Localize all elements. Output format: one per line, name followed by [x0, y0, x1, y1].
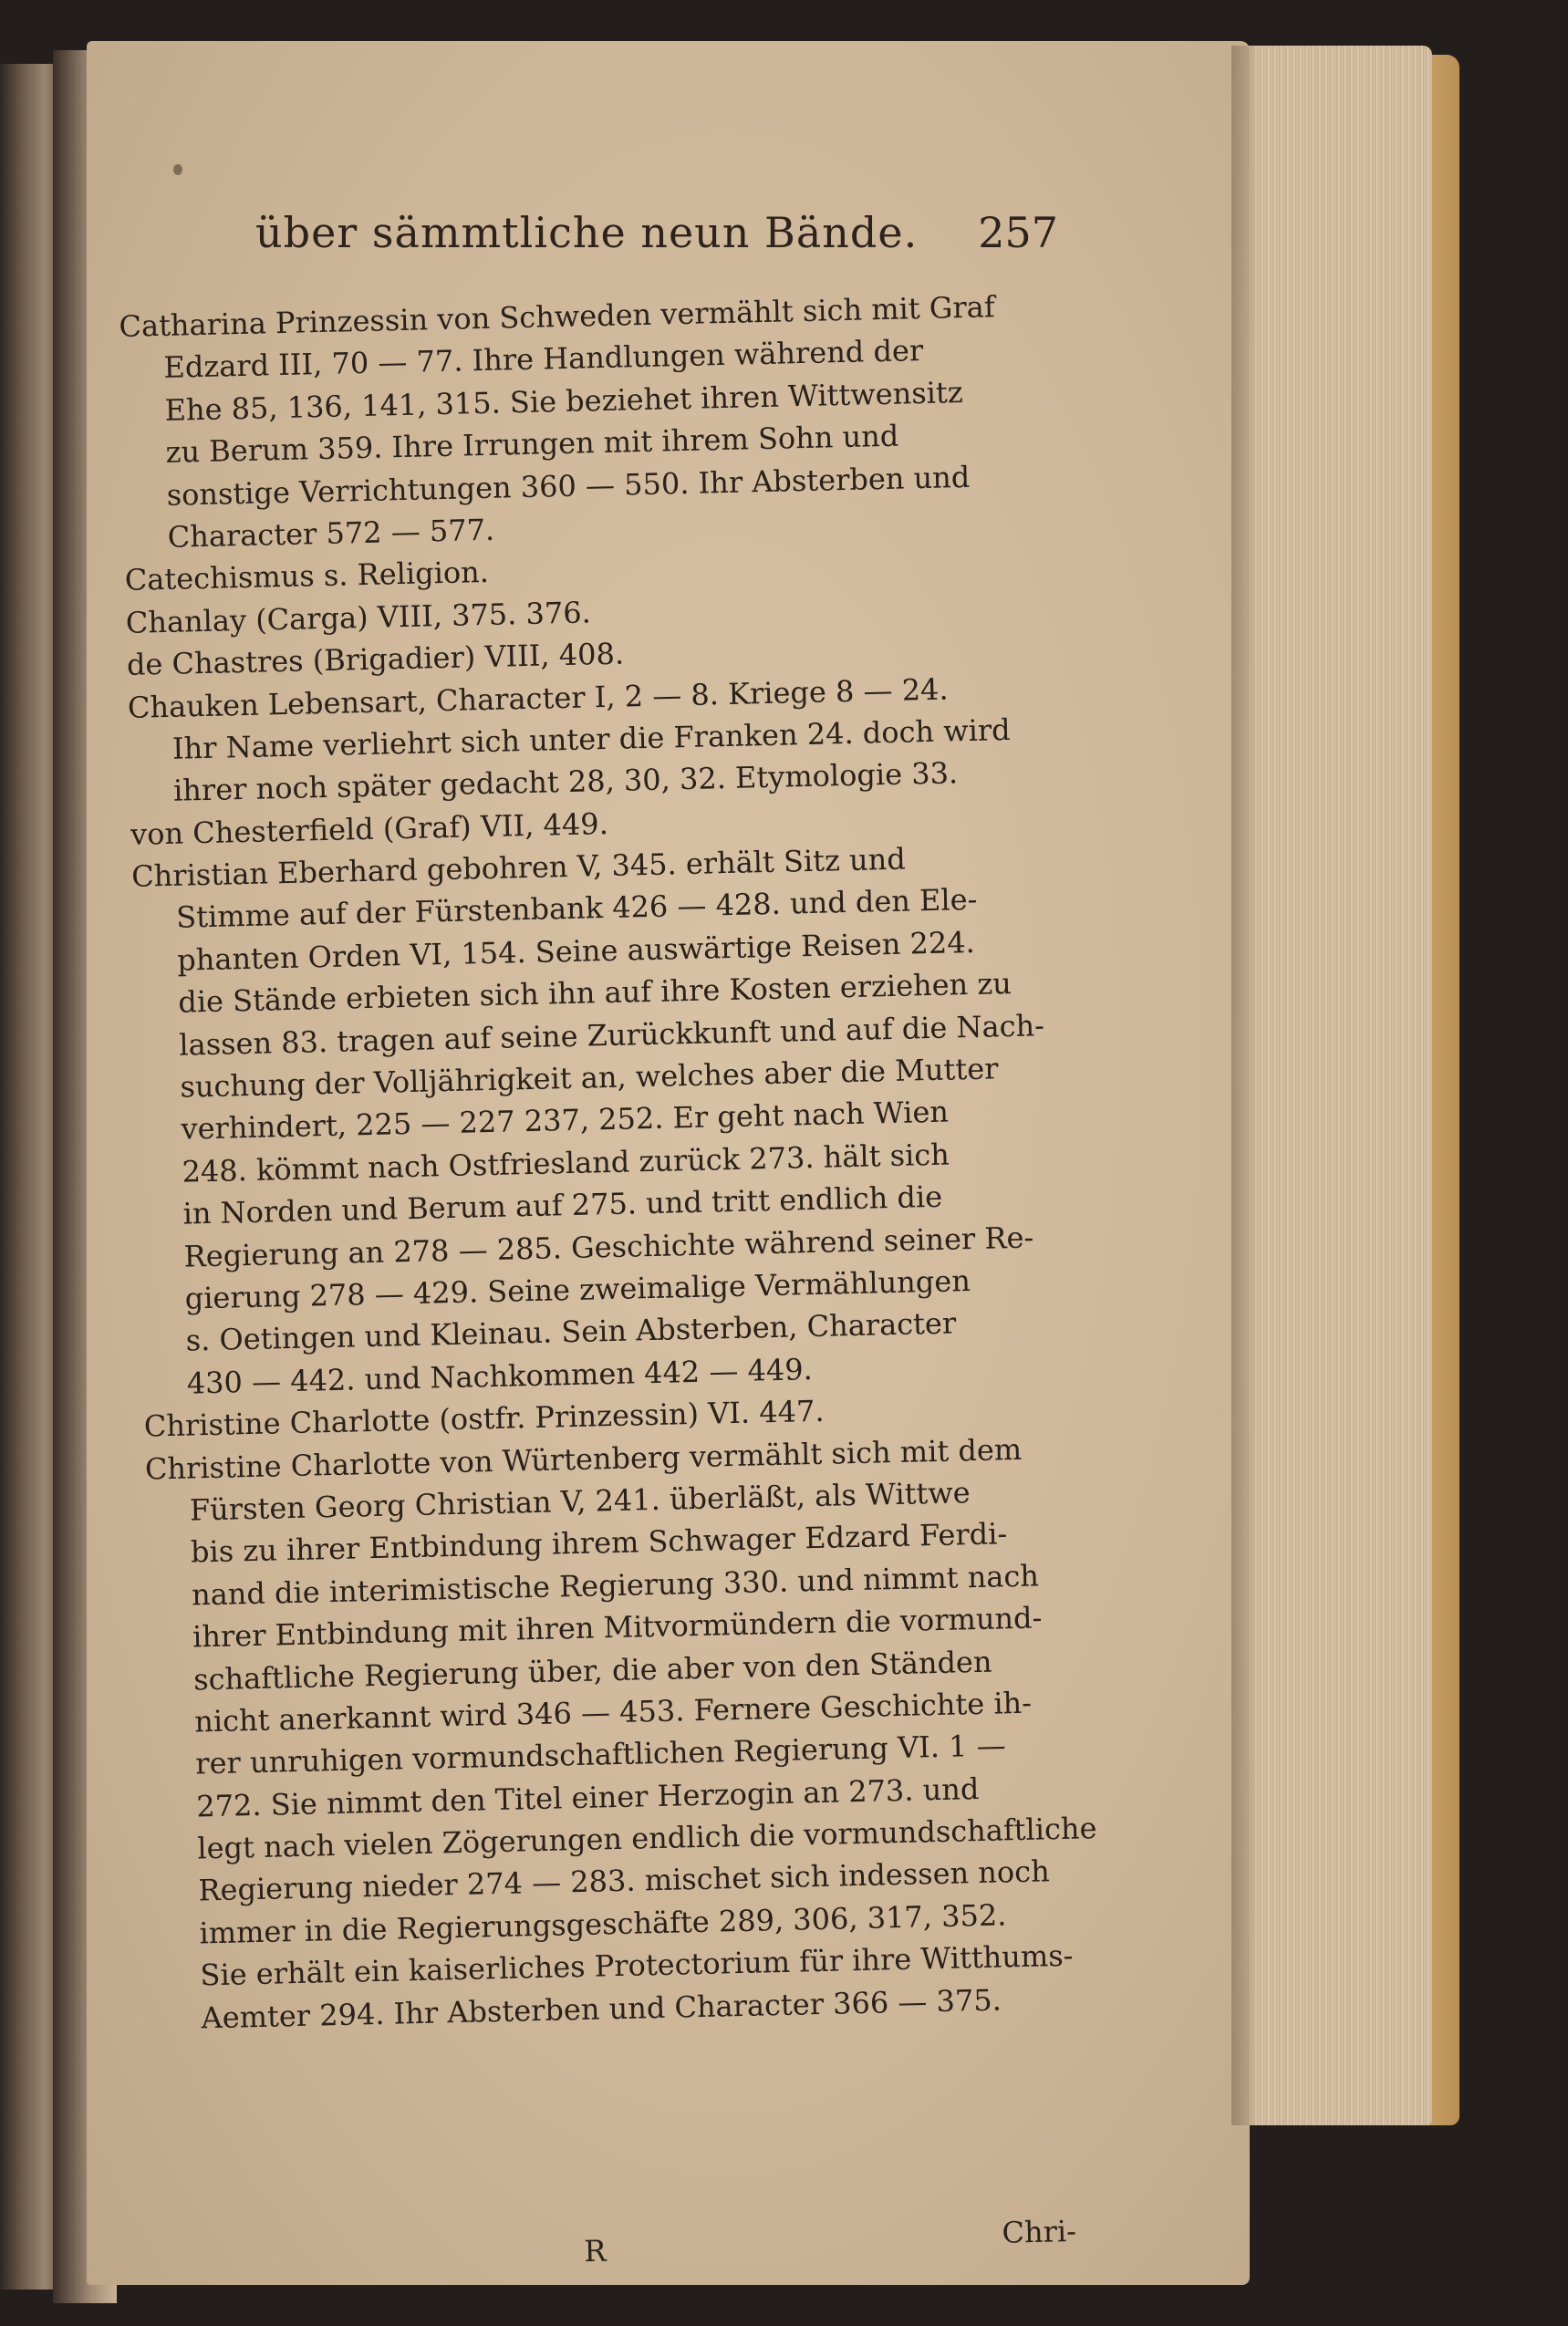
text-line: suchung der Volljährigkeit an, welches aber die Mutter — [180, 1051, 999, 1105]
text-line: Ehe 85, 136, 141, 315. Sie beziehet ihren Wittwensitz — [164, 374, 963, 428]
text-line: zu Berum 359. Ihre Irrungen mit ihrem Sohn und — [165, 418, 899, 471]
ink-spot — [173, 164, 182, 175]
text-line: ihrer Entbindung mit ihren Mitvormündern die vormund- — [192, 1600, 1043, 1655]
running-head: über sämmtliche neun Bände. — [255, 208, 919, 257]
index-text — [119, 284, 1125, 2040]
text-line: Character 572 — 577. — [167, 512, 495, 555]
text-line: Christine Charlotte von Würtenberg vermählt sich mit dem — [144, 1431, 1023, 1487]
text-line: Sie erhält ein kaiserliches Protectorium für ihre Witthums- — [200, 1937, 1074, 1993]
text-line: Regierung an 278 — 285. Geschichte während seiner Re- — [183, 1220, 1034, 1274]
text-line: von Chesterfield (Graf) VII, 449. — [130, 805, 609, 852]
text-line: Christine Charlotte (ostfr. Prinzessin) VI. 447. — [143, 1393, 825, 1444]
text-line: nand die interimistische Regierung 330. und nimmt nach — [191, 1558, 1040, 1613]
text-line: die Stände erbieten sich ihn auf ihre Kosten erziehen zu — [177, 966, 1012, 1020]
text-line: Aemter 294. Ihr Absterben und Character 366 — 375. — [201, 1982, 1002, 2036]
text-line: Fürsten Georg Christian V, 241. überläßt, als Wittwe — [189, 1475, 971, 1528]
text-line: gierung 278 — 429. Seine zweimalige Vermählungen — [184, 1263, 971, 1316]
text-line: ihrer noch später gedacht 28, 30, 32. Etymologie 33. — [172, 755, 959, 809]
text-line: Stimme auf der Fürstenbank 426 — 428. und den Ele- — [175, 882, 978, 936]
text-line: 248. kömmt nach Ostfriesland zurück 273. hält sich — [182, 1137, 950, 1189]
text-line: Catharina Prinzessin von Schweden vermählt sich mit Graf — [119, 289, 996, 344]
text-line: lassen 83. tragen auf seine Zurückkunft und auf die Nach- — [178, 1007, 1045, 1063]
text-line: de Chastres (Brigadier) VIII, 408. — [126, 636, 625, 683]
text-line: verhindert, 225 — 227 237, 252. Er geht nach Wien — [181, 1095, 950, 1147]
text-line: Ihr Name verliehrt sich unter die Franken 24. doch wird — [171, 711, 1012, 766]
text-line: Edzard III, 70 — 77. Ihre Handlungen während der — [163, 333, 924, 386]
text-line: Chauken Lebensart, Character I, 2 — 8. Kriege 8 — 24. — [127, 670, 949, 725]
text-line: Christian Eberhard gebohren V, 345. erhält Sitz und — [130, 841, 907, 894]
text-line: legt nach vielen Zögerungen endlich die vormundschaftliche — [196, 1811, 1097, 1866]
text-line: 272. Sie nimmt den Titel einer Herzogin an 273. und — [195, 1770, 980, 1824]
text-line: rer unruhigen vormundschaftlichen Regierung VI. 1 — — [194, 1728, 1006, 1781]
page-edge-shadow — [1231, 46, 1259, 2125]
page-number: 257 — [978, 208, 1058, 257]
catchword: Chri- — [1002, 2213, 1077, 2250]
text-line: s. Oetingen und Kleinau. Sein Absterben, Character — [185, 1305, 957, 1358]
page-header — [255, 208, 1058, 290]
text-line: in Norden und Berum auf 275. und tritt endlich die — [182, 1179, 943, 1231]
text-line: Regierung nieder 274 — 283. mischet sich indessen noch — [198, 1854, 1051, 1908]
text-line: phanten Orden VI, 154. Seine auswärtige Reisen 224. — [176, 924, 976, 978]
text-line: immer in die Regierungsgeschäfte 289, 306, 317, 352. — [199, 1897, 1007, 1951]
text-line: Catechismus s. Religion. — [124, 555, 490, 598]
text-line: 430 — 442. und Nachkommen 442 — 449. — [186, 1351, 814, 1401]
text-line: bis zu ihrer Entbindung ihrem Schwager Edzard Ferdi- — [190, 1516, 1008, 1570]
text-line: sonstige Verrichtungen 360 — 550. Ihr Absterben und — [166, 459, 971, 513]
text-line: nicht anerkannt wird 346 — 453. Fernere Geschichte ih- — [193, 1685, 1033, 1739]
signature-mark: R — [583, 2233, 607, 2269]
text-line: Chanlay (Carga) VIII, 375. 376. — [125, 595, 592, 640]
text-line: schaftliche Regierung über, die aber von den Ständen — [192, 1644, 992, 1698]
page-edges — [1245, 46, 1432, 2125]
